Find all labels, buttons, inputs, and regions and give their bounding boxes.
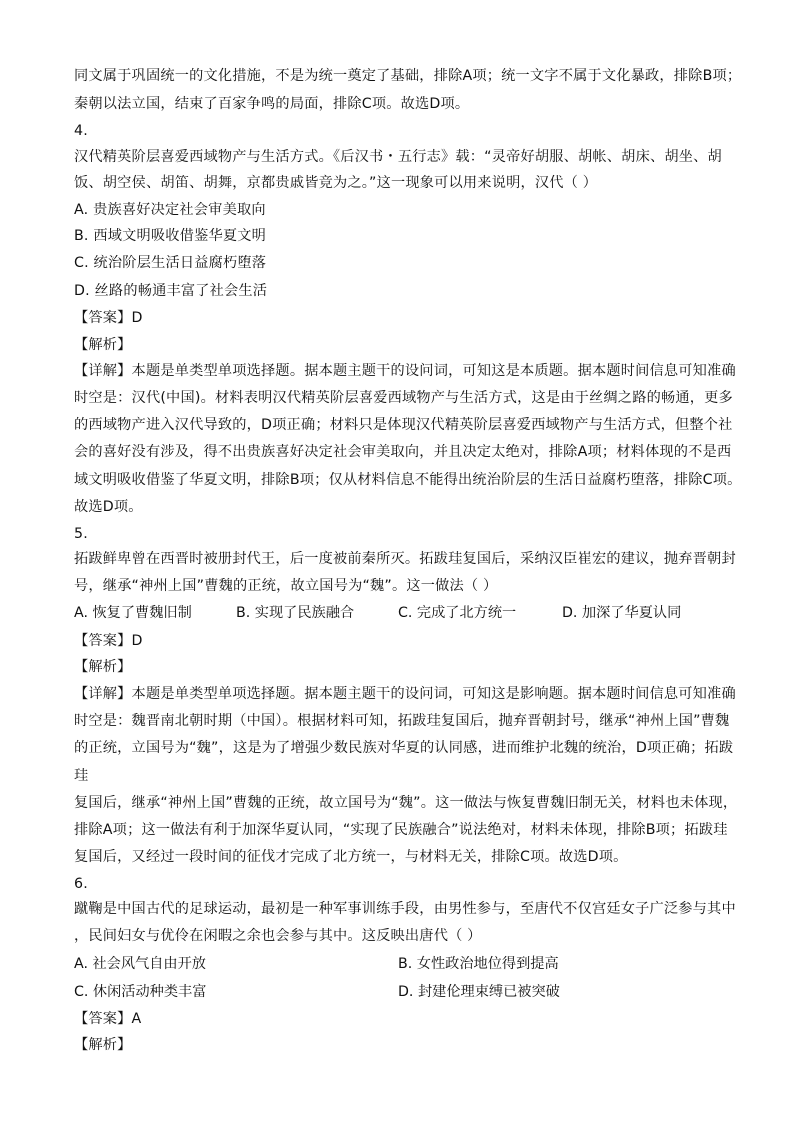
question-stem: 汉代精英阶层喜爱西域物产与生活方式。《后汉书・五行志》载：“灵帝好胡服、胡帐、胡床、胡坐、胡 (74, 149, 722, 165)
question-stem: ，民间妇女与优伶在闲暇之余也会参与其中。这反映出唐代（ ） (74, 928, 482, 944)
text-line: 秦朝以法立国，结束了百家争鸣的局面，排除C项。故选D项。 (74, 96, 470, 112)
explanation-line: 的西域物产进入汉代导致的，D项正确；材料只是体现汉代精英阶层喜爱西域物产与生活方式，但整个社 (74, 417, 733, 433)
option-a: A. 贵族喜好决定社会审美取向 (74, 202, 266, 218)
question-stem: 拓跋鲜卑曾在西晋时被册封代王，后一度被前秦所灭。拓跋珪复国后，采纳汉臣崔宏的建议，抛弃晋朝封 (74, 551, 736, 567)
explanation-line: 【详解】本题是单类型单项选择题。据本题主题干的设问词，可知这是影响题。据本题时间信息可知准确 (74, 686, 736, 702)
option-d: D. 封建伦理束缚已被突破 (398, 984, 560, 1000)
option-c: C. 休闲活动种类丰富 (74, 984, 207, 1000)
analysis-label: 【解析】 (74, 337, 132, 353)
analysis-label: 【解析】 (74, 1037, 132, 1053)
question-number: 4. (74, 123, 88, 139)
text-line: 同文属于巩固统一的文化措施，不是为统一奠定了基础，排除A项；统一文字不属于文化暴政，排除B项； (74, 68, 742, 84)
explanation-line: 复国后，又经过一段时间的征伐才完成了北方统一，与材料无关，排除C项。故选D项。 (74, 849, 628, 865)
explanation-line: 故选D项。 (74, 499, 143, 515)
option-c: C. 统治阶层生活日益腐朽堕落 (74, 255, 267, 271)
option-a: A. 社会风气自由开放 (74, 956, 206, 972)
explanation-line: 时空是：魏晋南北朝时期（中国）。根据材料可知，拓跋珪复国后，抛弃晋朝封号，继承“神州上国”曹魏 (74, 713, 730, 729)
answer-label: 【答案】D (74, 310, 143, 326)
explanation-line: 复国后，继承“神州上国”曹魏的正统，故立国号为“魏”。这一做法与恢复曹魏旧制无关，材料也未体现， (74, 795, 738, 811)
explanation-line: 会的喜好没有涉及，得不出贵族喜好决定社会审美取向，并且决定太绝对，排除A项；材料体现的不是西 (74, 444, 732, 460)
option-d: D. 加深了华夏认同 (562, 605, 682, 621)
option-a: A. 恢复了曹魏旧制 (74, 605, 192, 621)
question-stem: 蹴鞠是中国古代的足球运动，最初是一种军事训练手段，由男性参与，至唐代不仅宫廷女子广泛参与其中 (74, 901, 736, 917)
explanation-line: 时空是：汉代(中国)。材料表明汉代精英阶层喜爱西域物产与生活方式，这是由于丝绸之路的畅通，更多 (74, 390, 733, 406)
option-c: C. 完成了北方统一 (398, 605, 517, 621)
question-number: 5. (74, 526, 88, 542)
explanation-line: 域文明吸收借鉴了华夏文明，排除B项；仅从材料信息不能得出统治阶层的生活日益腐朽堕落，排除C项。 (74, 472, 742, 488)
option-b: B. 西域文明吸收借鉴华夏文明 (74, 228, 267, 244)
question-stem: 号，继承“神州上国”曹魏的正统，故立国号为“魏”。这一做法（ ） (74, 578, 498, 594)
analysis-label: 【解析】 (74, 659, 132, 675)
option-b: B. 实现了民族融合 (236, 605, 355, 621)
explanation-line: 的正统，立国号为“魏”，这是为了增强少数民族对华夏的认同感，进而维护北魏的统治，D项正确；拓跋 (74, 740, 734, 756)
question-stem: 饭、胡空侯、胡笛、胡舞，京都贵戚皆竞为之。”这一现象可以用来说明，汉代（ ） (74, 175, 598, 191)
question-number: 6. (74, 876, 88, 892)
explanation-line: 珪 (74, 768, 89, 784)
explanation-line: 排除A项；这一做法有利于加深华夏认同，“实现了民族融合”说法绝对，材料未体现，排除B项；拓跋珪 (74, 822, 728, 838)
answer-label: 【答案】D (74, 633, 143, 649)
option-b: B. 女性政治地位得到提高 (398, 956, 559, 972)
explanation-line: 【详解】本题是单类型单项选择题。据本题主题干的设问词，可知这是本质题。据本题时间信息可知准确 (74, 363, 736, 379)
option-d: D. 丝路的畅通丰富了社会生活 (74, 283, 268, 299)
answer-label: 【答案】A (74, 1011, 142, 1027)
